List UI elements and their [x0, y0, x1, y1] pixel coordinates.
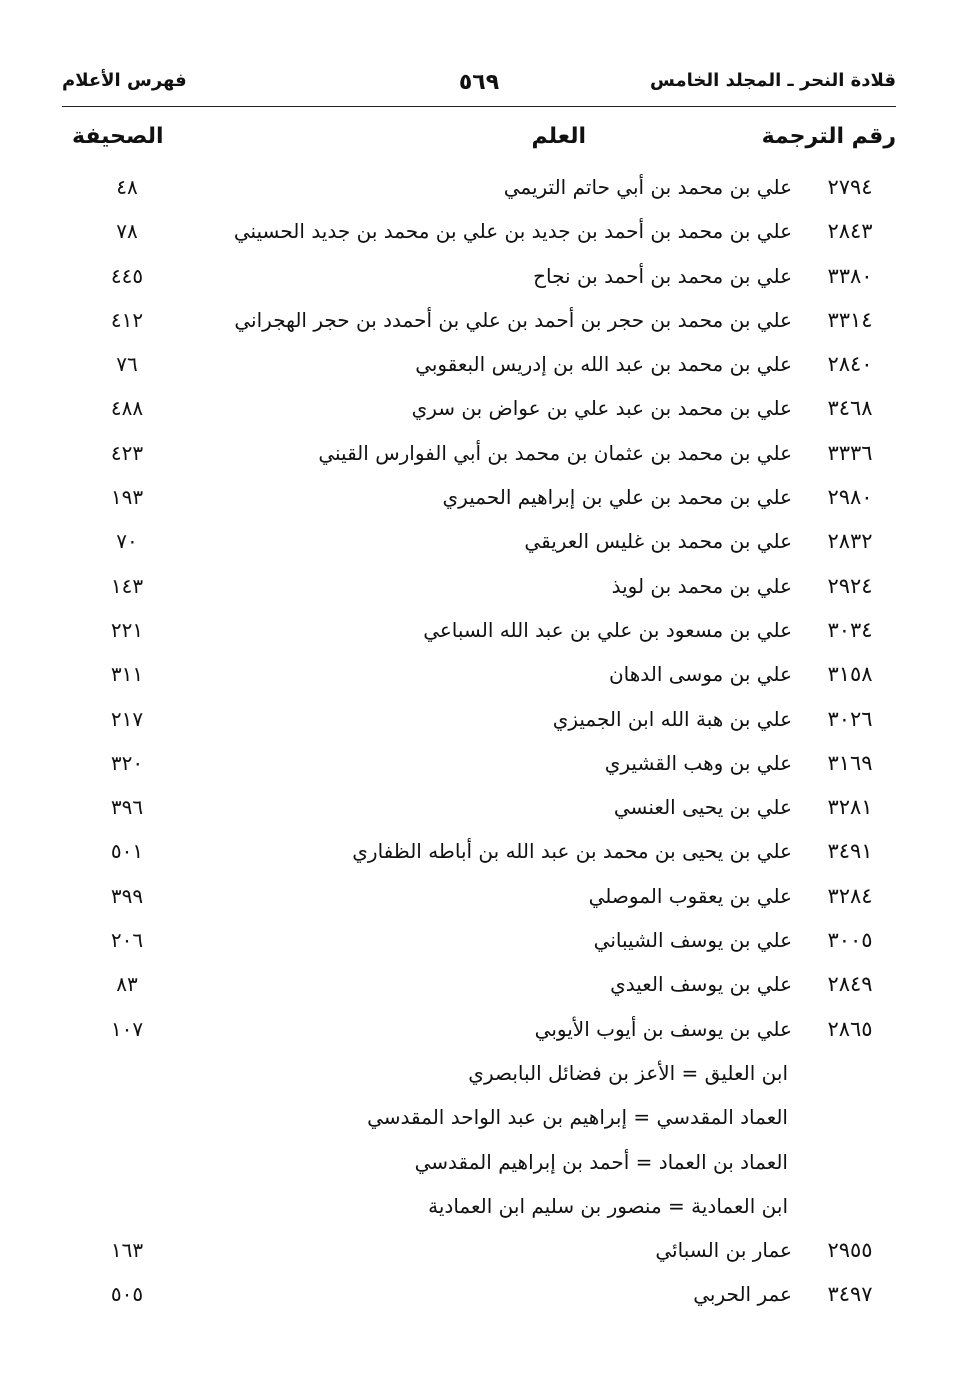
- entry-page: ٤٨: [116, 175, 138, 199]
- entry-number: ٢٨٤٣: [827, 219, 873, 244]
- entry-number: ٣١٦٩: [827, 750, 873, 775]
- entry-number: ٣٤٩١: [827, 839, 873, 864]
- entry-name: علي بن محمد بن علي بن إبراهيم الحميري: [442, 485, 792, 510]
- page-number: ٥٦٩: [458, 70, 500, 95]
- index-row: [62, 918, 896, 962]
- entry-page: ٧٨: [116, 219, 138, 244]
- index-row: [62, 652, 896, 696]
- entry-number: ٣٠٠٥: [827, 928, 873, 953]
- section-title: فهرس الأعلام: [62, 70, 187, 91]
- entry-number: ٣٤٩٧: [827, 1282, 873, 1307]
- index-list: [62, 165, 896, 1317]
- entry-name: علي بن مسعود بن علي بن عبد الله السباعي: [423, 617, 792, 642]
- entry-number: ٣٢٨٤: [827, 883, 873, 908]
- cross-reference-row: [62, 1140, 896, 1184]
- entry-page: ٣٢٠: [110, 750, 144, 775]
- running-header: [62, 70, 896, 102]
- entry-number: ٢٧٩٤: [827, 175, 873, 199]
- entry-page: ٢٠٦: [110, 928, 144, 953]
- entry-page: ٣١١: [110, 662, 144, 687]
- entry-name: علي بن محمد بن غليس العريقي: [524, 529, 792, 554]
- entry-page: ١٤٣: [110, 573, 144, 598]
- entry-page: ١٠٧: [110, 1016, 144, 1041]
- entry-name: علي بن يحيى بن محمد بن عبد الله بن أباطه الظفاري: [352, 839, 792, 864]
- entry-number: ٢٨٣٢: [827, 529, 873, 554]
- entry-name: علي بن وهب القشيري: [604, 750, 792, 775]
- column-header-page: الصحيفة: [72, 124, 164, 149]
- index-row: [62, 962, 896, 1006]
- index-row: [62, 1007, 896, 1051]
- entry-name: العماد المقدسي = إبراهيم بن عبد الواحد المقدسي: [367, 1105, 788, 1130]
- column-header-number: رقم الترجمة: [761, 124, 896, 149]
- entry-number: ٣٠٢٦: [827, 706, 873, 731]
- index-row: [62, 608, 896, 652]
- entry-name: علي بن محمد بن أحمد بن نجاح: [533, 263, 792, 288]
- index-row: [62, 254, 896, 298]
- entry-page: ٤١٢: [110, 307, 144, 332]
- entry-number: ٢٩٢٤: [827, 573, 873, 598]
- entry-page: ٤٨٨: [110, 396, 144, 421]
- index-row: [62, 475, 896, 519]
- entry-number: ٣٣١٤: [827, 307, 873, 332]
- entry-page: ٤٢٣: [110, 440, 144, 465]
- index-row: [62, 519, 896, 563]
- index-row: [62, 785, 896, 829]
- index-row: [62, 1272, 896, 1316]
- column-headers: [62, 124, 896, 160]
- entry-name: علي بن يوسف بن أيوب الأيوبي: [534, 1016, 792, 1041]
- entry-number: ٣٢٨١: [827, 795, 873, 820]
- index-row: [62, 564, 896, 608]
- entry-name: علي بن محمد بن أبي حاتم التريمي: [503, 175, 792, 199]
- index-row: [62, 165, 896, 209]
- index-row: [62, 874, 896, 918]
- cross-reference-row: [62, 1184, 896, 1228]
- entry-name: ابن العمادية = منصور بن سليم ابن العمادية: [428, 1193, 788, 1218]
- entry-name: علي بن هبة الله ابن الجميزي: [552, 706, 792, 731]
- entry-page: ٤٤٥: [110, 263, 144, 288]
- entry-number: ٣١٥٨: [827, 662, 873, 687]
- entry-name: علي بن محمد بن عثمان بن محمد بن أبي الفوارس القيني: [318, 440, 792, 465]
- entry-name: علي بن موسى الدهان: [608, 662, 792, 687]
- entry-name: ابن العليق = الأعز بن فضائل البابصري: [468, 1060, 788, 1085]
- cross-reference-row: [62, 1051, 896, 1095]
- entry-name: علي بن يوسف الشيباني: [593, 928, 792, 953]
- entry-page: ٧٦: [116, 352, 138, 377]
- entry-page: ٨٣: [116, 972, 138, 997]
- index-row: [62, 741, 896, 785]
- entry-number: ٣٠٣٤: [827, 617, 873, 642]
- entry-page: ٢١٧: [110, 706, 144, 731]
- entry-page: ١٩٣: [110, 485, 144, 510]
- entry-number: ٣٣٣٦: [827, 440, 873, 465]
- index-row: [62, 431, 896, 475]
- entry-number: ٢٨٦٥: [827, 1016, 873, 1041]
- entry-page: ٢٢١: [110, 617, 144, 642]
- entry-name: علي بن يعقوب الموصلي: [588, 883, 792, 908]
- index-row: [62, 1228, 896, 1272]
- entry-number: ٢٨٤٠: [827, 352, 873, 377]
- entry-number: ٣٣٨٠: [827, 263, 873, 288]
- entry-name: علي بن محمد بن عبد علي بن عواض بن سري: [411, 396, 792, 421]
- entry-name: علي بن محمد بن حجر بن أحمد بن علي بن أحمدد بن حجر الهجراني: [234, 307, 792, 332]
- entry-number: ٢٩٥٥: [827, 1238, 873, 1263]
- entry-page: ٧٠: [116, 529, 138, 554]
- entry-name: علي بن محمد بن عبد الله بن إدريس البعقوبي: [415, 352, 792, 377]
- entry-page: ١٦٣: [110, 1238, 144, 1263]
- cross-reference-row: [62, 1095, 896, 1139]
- entry-name: العماد بن العماد = أحمد بن إبراهيم المقدسي: [414, 1149, 788, 1174]
- entry-name: عمر الحربي: [693, 1282, 792, 1307]
- index-row: [62, 829, 896, 873]
- entry-page: ٣٩٩: [110, 883, 144, 908]
- entry-name: علي بن يوسف العيدي: [610, 972, 792, 997]
- entry-page: ٥٠١: [110, 839, 144, 864]
- entry-name: علي بن محمد بن لويذ: [611, 573, 792, 598]
- index-row: [62, 342, 896, 386]
- entry-page: ٥٠٥: [110, 1282, 144, 1307]
- entry-number: ٢٨٤٩: [827, 972, 873, 997]
- entry-name: عمار بن السبائي: [655, 1238, 792, 1263]
- entry-number: ٣٤٦٨: [827, 396, 873, 421]
- index-row: [62, 298, 896, 342]
- book-title: قلادة النحر ـ المجلد الخامس: [650, 70, 896, 91]
- header-divider: [62, 106, 896, 107]
- entry-name: علي بن يحيى العنسي: [613, 795, 792, 820]
- index-row: [62, 697, 896, 741]
- index-row: [62, 209, 896, 253]
- entry-name: علي بن محمد بن أحمد بن جديد بن علي بن محمد بن جديد الحسيني: [233, 219, 792, 244]
- entry-number: ٢٩٨٠: [827, 485, 873, 510]
- entry-page: ٣٩٦: [110, 795, 144, 820]
- index-row: [62, 386, 896, 430]
- column-header-name: العلم: [531, 124, 586, 149]
